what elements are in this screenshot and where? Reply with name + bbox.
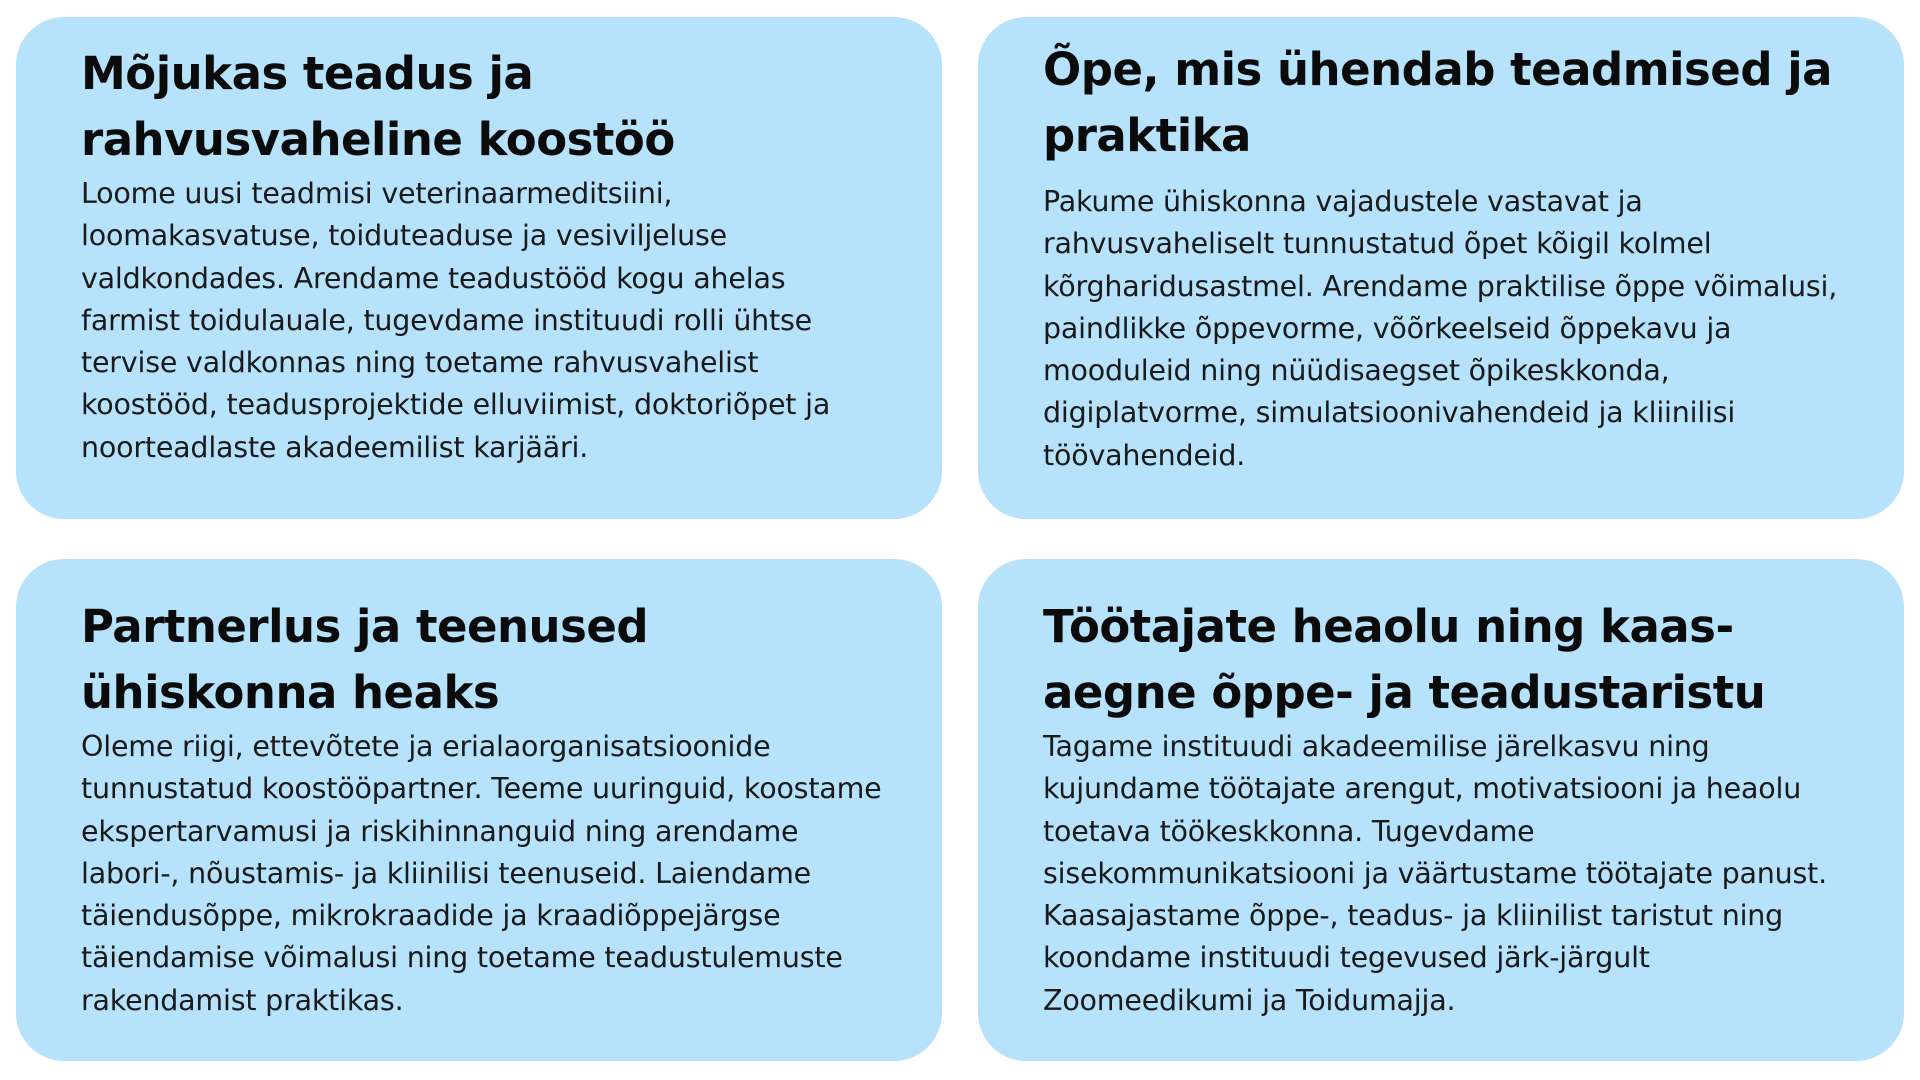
card-body: Oleme riigi, ettevõtete ja erialaorganisatsioonide tunnustatud koostööpartner. Teeme uuringuid, koostame ekspertarvamusi ja riskihinnanguid ning arendame labori-, nõustamis- ja kliinilisi teenuseid. Laiendame täiendusõppe, mikrokraadide ja kraadiõppejärgse täiendamise võimalusi ning toetame teadustulemuste rakendamist praktikas.: [81, 730, 882, 1017]
card-body: Tagame instituudi akadeemilise järelkasvu ning kujundame töötajate arengut, motivatsiooni ja heaolu toetava töökeskkonna. Tugevdame sisekommunikatsiooni ja väärtustame töötajate panust. Kaasajastame õppe-, teadus- ja kliinilist taristut ning koondame instituudi tegevused järk-järgult Zoomeedikumi ja Toidumajja.: [1043, 730, 1828, 1017]
card-title: Õpe, mis ühendab teadmised ja praktika: [1043, 43, 1832, 162]
card-body: Pakume ühiskonna vajadustele vastavat ja rahvusvaheliselt tunnustatud õpet kõigil kolmel kõrgharidusastmel. Arendame praktilise õppe võimalusi, paindlikke õppevorme, võõrkeelseid õppekavu ja mooduleid ning nüüdisaegset õpikeskkonda, digiplatvorme, simulatsioonivahendeid ja kliinilisi töövahendeid.: [1043, 185, 1838, 472]
card-title: Mõjukas teadus ja rahvusvaheline koostöö: [81, 47, 675, 166]
card-title: Töötajate heaolu ning kaas-aegne õppe- ja teadustaristu: [1043, 600, 1766, 719]
card-body: Loome uusi teadmisi veterinaarmeditsiini, loomakasvatuse, toiduteaduse ja vesiviljeluse valdkondades. Arendame teadustööd kogu ahelas farmist toidulauale, tugevdame instituudi rolli ühtse tervise valdkonnas ning toetame rahvusvahelist koostööd, teadusprojektide elluviimist, doktoriõpet ja noorteadlaste akadeemilist karjääri.: [81, 177, 831, 464]
card-partnership: [16, 559, 942, 1061]
card-title: Partnerlus ja teenused ühiskonna heaks: [81, 600, 649, 719]
card-research: [16, 17, 942, 519]
card-teaching: [978, 17, 1904, 519]
card-staff-wellbeing: [978, 559, 1904, 1061]
strategy-cards-grid: [16, 17, 1904, 1063]
